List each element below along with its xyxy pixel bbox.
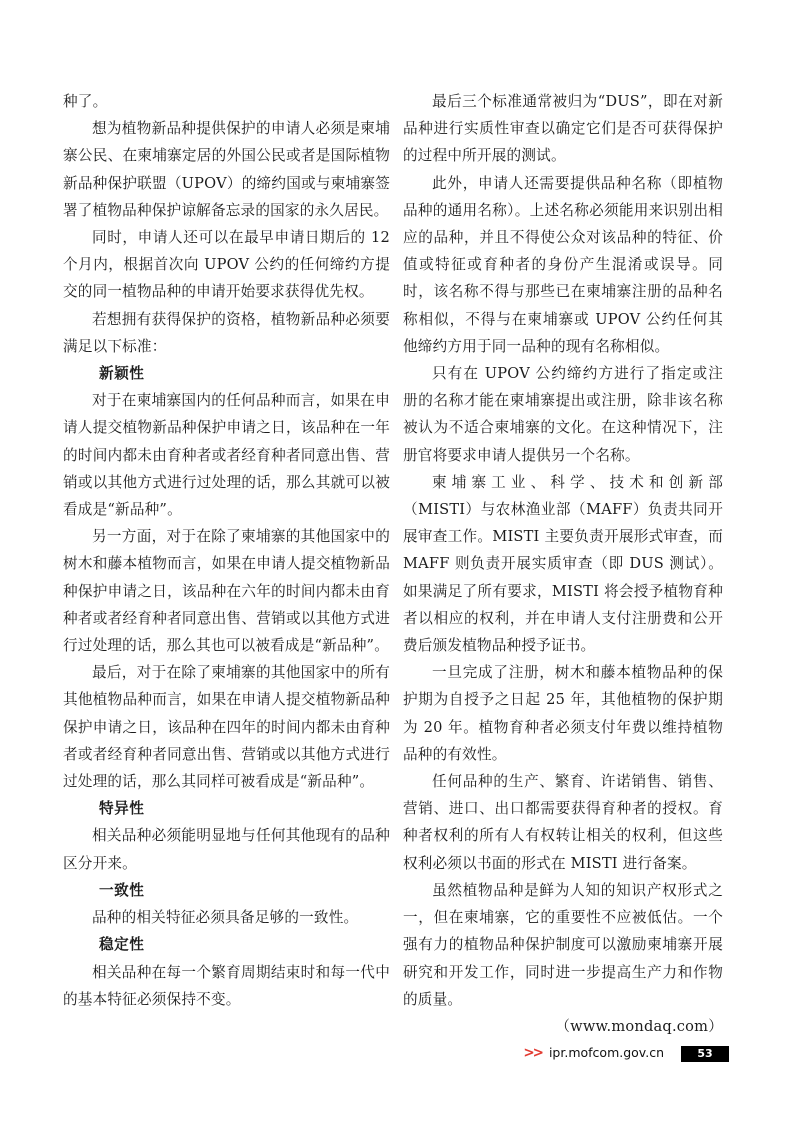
left-text-column xyxy=(63,88,390,1013)
paragraph: 想为植物新品种提供保护的申请人必须是柬埔寨公民、在柬埔寨定居的外国公民或者是国际植物新品种保护联盟（UPOV）的缔约国或与柬埔寨签署了植物品种保护谅解备忘录的国家的永久居民。 xyxy=(63,120,390,219)
paragraph: 一旦完成了注册，树木和藤本植物品种的保护期为自授予之日起 25 年，其他植物的保护期为 20 年。植物育种者必须支付年费以维持植物品种的有效性。 xyxy=(403,664,723,763)
paragraph: 最后，对于在除了柬埔寨的其他国家中的所有其他植物品种而言，如果在申请人提交植物新品种保护申请之日，该品种在四年的时间内都未由育种者或者经育种者同意出售、营销或以其他方式进行过处理的话，那么其同样可被看成是“新品种”。 xyxy=(63,664,390,791)
section-heading: 稳定性 xyxy=(99,936,145,954)
page-number-badge: 53 xyxy=(681,1046,729,1062)
paragraph: 此外，申请人还需要提供品种名称（即植物品种的通用名称）。上述名称必须能用来识别出相应的品种，并且不得使公众对该品种的特征、价值或特征或育种者的身份产生混淆或误导。同时，该名称不得与那些已在柬埔寨注册的品种名称相似，不得与在柬埔寨或 UPOV 公约任何其他缔约方用于同一品种的现有名称相似。 xyxy=(403,174,723,355)
paragraph: 对于在柬埔寨国内的任何品种而言，如果在申请人提交植物新品种保护申请之日，该品种在一年的时间内都未由育种者或者经育种者同意出售、营销或以其他方式进行过处理的话，那么其就可以被看成是“新品种”。 xyxy=(63,392,390,519)
paragraph: 种了。 xyxy=(63,93,108,110)
footer-site-url: ipr.mofcom.gov.cn xyxy=(548,1045,664,1061)
section-heading: 一致性 xyxy=(99,881,145,899)
section-heading: 特异性 xyxy=(99,800,145,818)
paragraph: 相关品种必须能明显地与任何其他现有的品种区分开来。 xyxy=(63,827,390,872)
paragraph: 同时，申请人还可以在最早申请日期后的 12 个月内，根据首次向 UPOV 公约的任何缔约方提交的同一植物品种的申请开始要求获得优先权。 xyxy=(63,229,390,301)
paragraph: 另一方面，对于在除了柬埔寨的其他国家中的树木和藤本植物而言，如果在申请人提交植物新品种保护申请之日，该品种在六年的时间内都未由育种者或者经育种者同意出售、营销或以其他方式进行过处理的话，那么其也可以被看成是“新品种”。 xyxy=(63,528,390,655)
paragraph: 柬埔寨工业、科学、技术和创新部（MISTI）与农林渔业部（MAFF）负责共同开展审查工作。MISTI 主要负责开展形式审查，而 MAFF 则负责开展实质审查（即 DUS 测试）。如果满足了所有要求，MISTI 将会授予植物育种者以相应的权利，并在申请人支付注册费和公开费后颁发植物品种授予证书。 xyxy=(403,473,723,655)
paragraph: 相关品种在每一个繁育周期结束时和每一代中的基本特征必须保持不变。 xyxy=(63,963,390,1008)
paragraph: 最后三个标准通常被归为“DUS”，即在对新品种进行实质性审查以确定它们是否可获得保护的过程中所开展的测试。 xyxy=(403,93,723,165)
paragraph: 品种的相关特征必须具备足够的一致性。 xyxy=(92,909,359,927)
double-chevron-icon: >> xyxy=(523,1044,542,1062)
paragraph: 若想拥有获得保护的资格，植物新品种必须要满足以下标准： xyxy=(63,310,390,355)
source-attribution: （www.mondaq.com） xyxy=(555,1017,723,1035)
paragraph: 只有在 UPOV 公约缔约方进行了指定或注册的名称才能在柬埔寨提出或注册，除非该名称被认为不适合柬埔寨的文化。在这种情况下，注册官将要求申请人提供另一个名称。 xyxy=(403,365,723,464)
right-text-column xyxy=(403,88,723,1040)
paragraph: 任何品种的生产、繁育、许诺销售、销售、营销、进口、出口都需要获得育种者的授权。育种者权利的所有人有权转让相关的权利，但这些权利必须以书面的形式在 MISTI 进行备案。 xyxy=(403,773,723,872)
paragraph: 虽然植物品种是鲜为人知的知识产权形式之一，但在柬埔寨，它的重要性不应被低估。一个强有力的植物品种保护制度可以激励柬埔寨开展研究和开发工作，同时进一步提高生产力和作物的质量。 xyxy=(403,881,723,1008)
section-heading: 新颖性 xyxy=(99,365,145,383)
page-footer xyxy=(523,1045,729,1062)
